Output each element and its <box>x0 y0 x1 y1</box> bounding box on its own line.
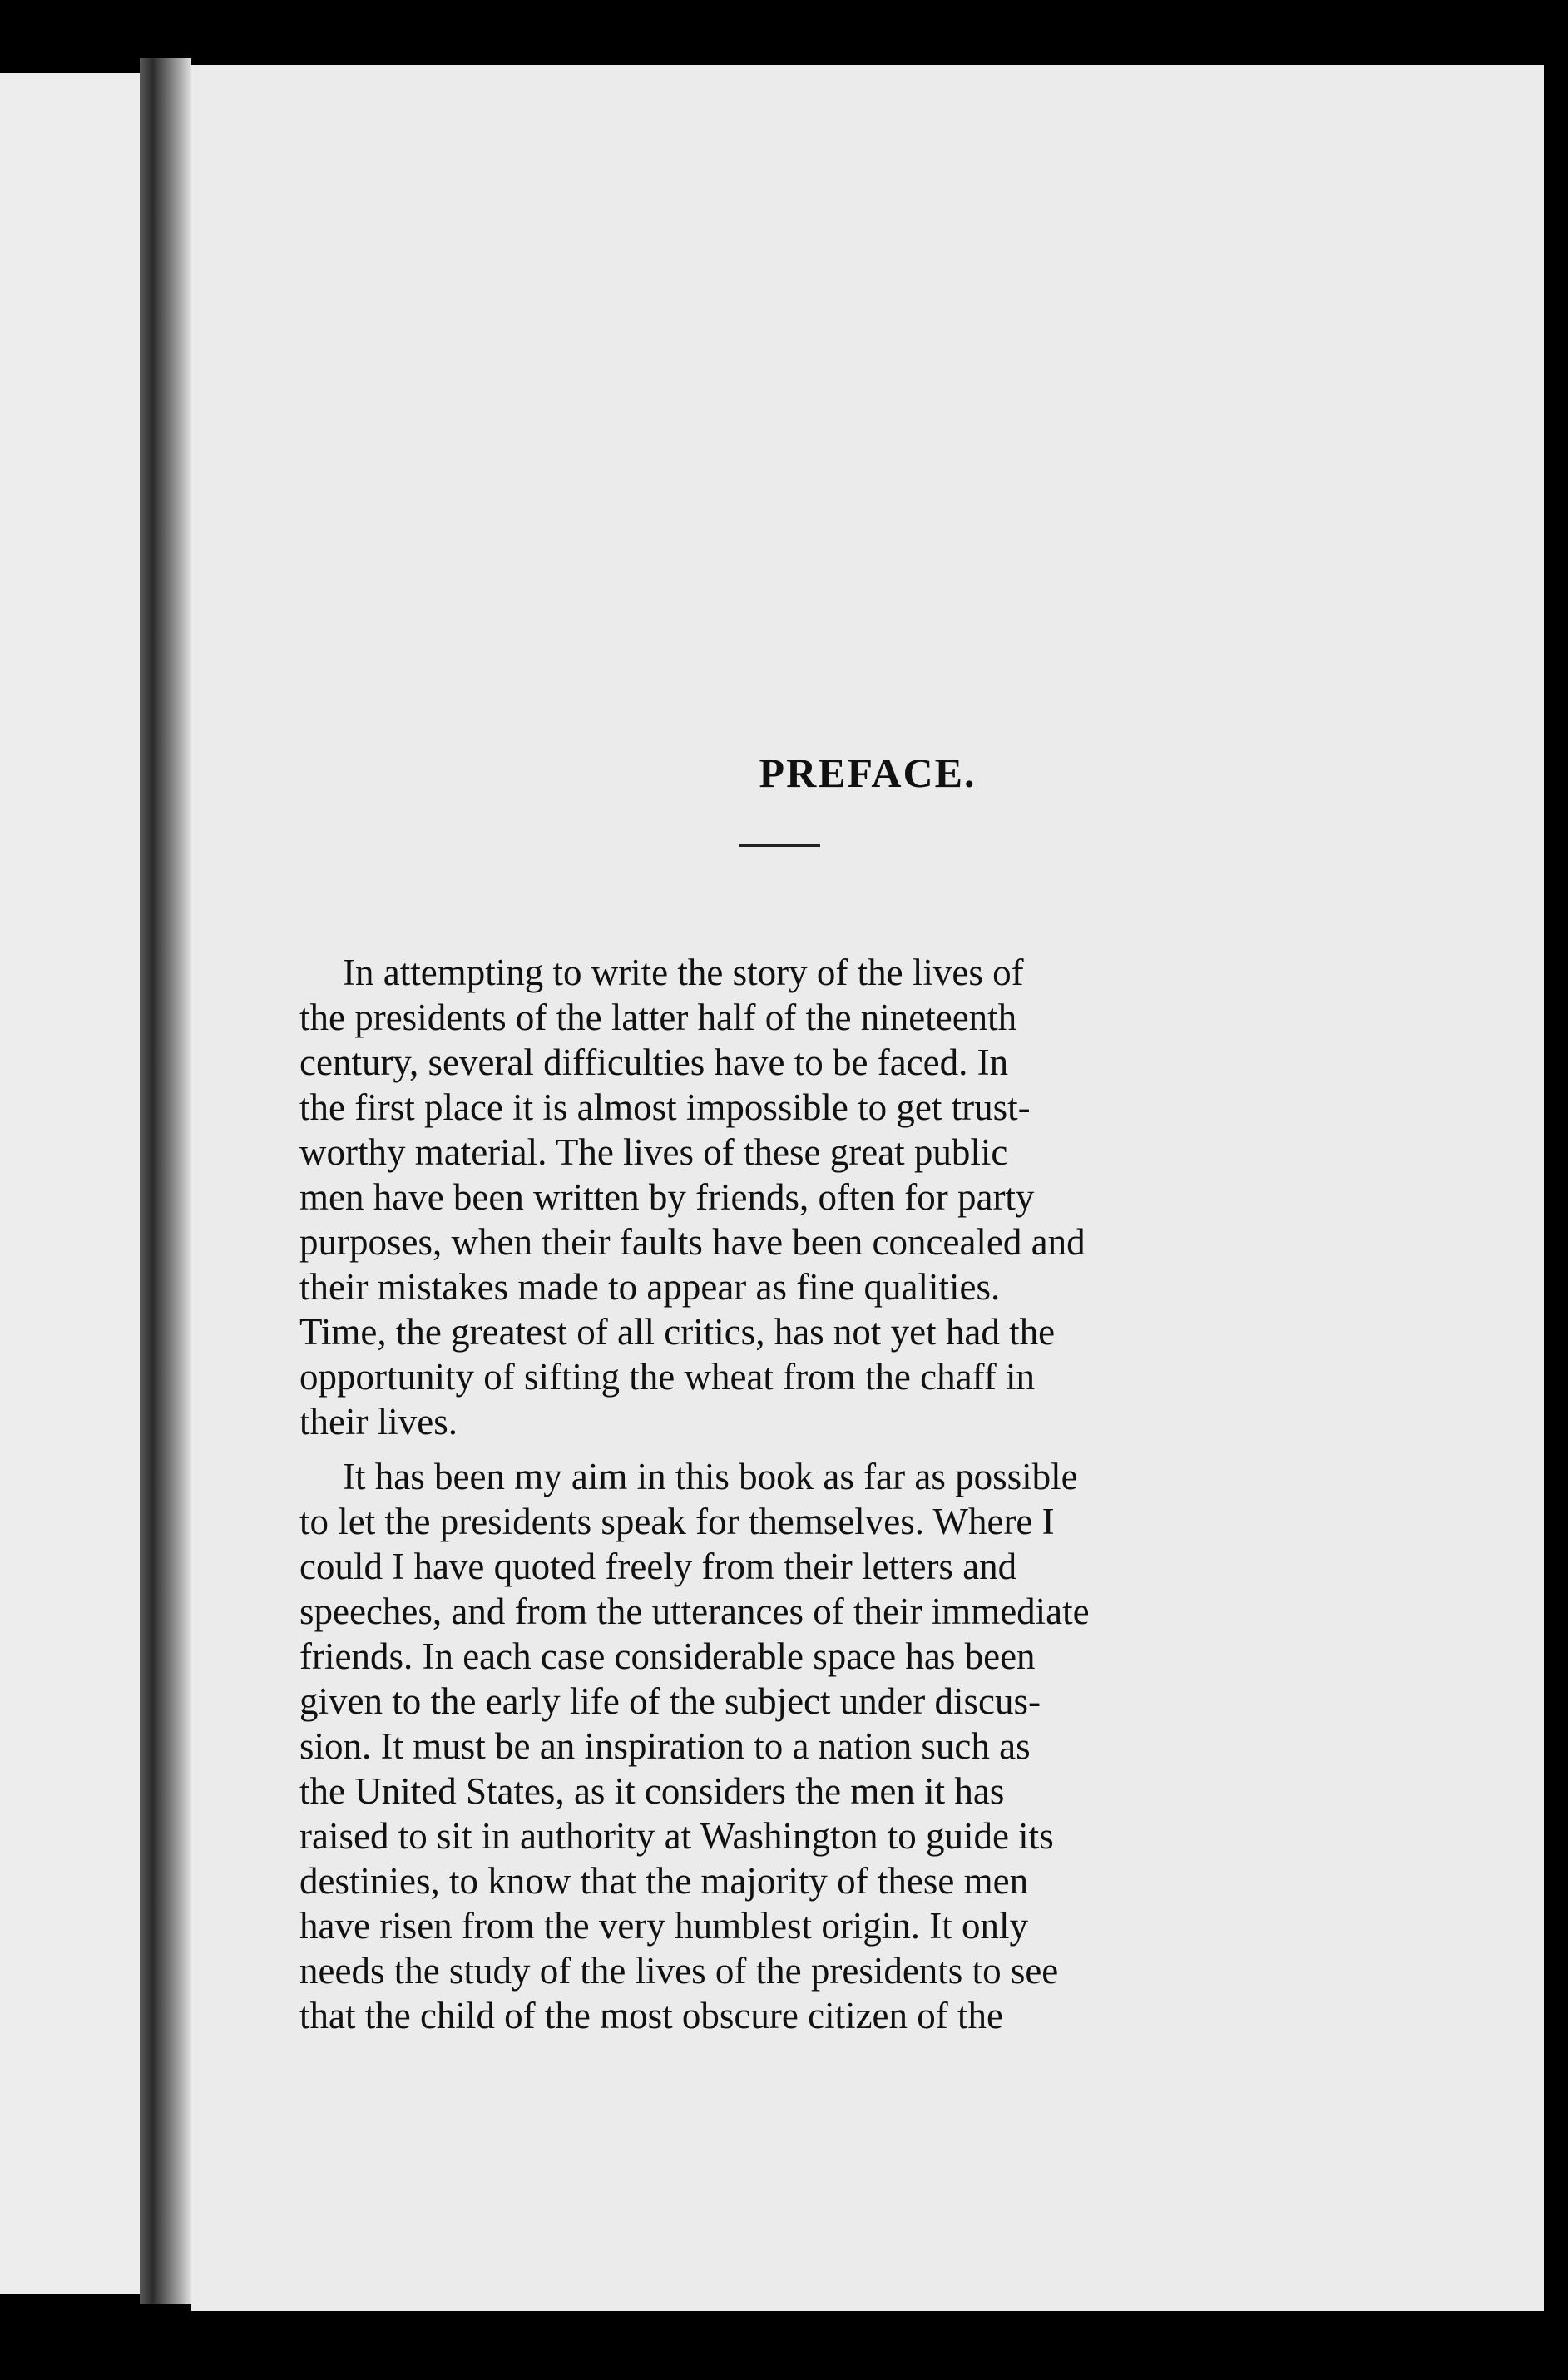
text-line: needs the study of the lives of the presidents to see <box>299 1950 1059 1992</box>
paragraph-2 <box>299 1454 1339 2038</box>
text-line: given to the early life of the subject under discus- <box>299 1680 1041 1722</box>
previous-page-edge <box>0 73 140 2294</box>
text-line: sion. It must be an inspiration to a nation such as <box>299 1725 1031 1767</box>
text-line: the first place it is almost impossible to get trust- <box>299 1086 1031 1128</box>
text-line: worthy material. The lives of these great public <box>299 1131 1008 1173</box>
text-line: to let the presidents speak for themselves. Where I <box>299 1501 1055 1542</box>
text-line: purposes, when their faults have been concealed and <box>299 1221 1086 1263</box>
preface-text <box>299 950 1339 2038</box>
text-line: men have been written by friends, often for party <box>299 1176 1035 1218</box>
text-line: speeches, and from the utterances of their immediate <box>299 1591 1090 1632</box>
heading-rule <box>739 844 820 847</box>
text-line: opportunity of sifting the wheat from the chaff in <box>299 1356 1035 1398</box>
text-line: It has been my aim in this book as far as possible <box>343 1456 1078 1497</box>
book-gutter <box>140 58 191 2304</box>
text-line: have risen from the very humblest origin. It only <box>299 1905 1029 1947</box>
page-heading: PREFACE. <box>759 750 977 796</box>
text-line: Time, the greatest of all critics, has not yet had the <box>299 1311 1056 1353</box>
text-line: their mistakes made to appear as fine qualities. <box>299 1266 1001 1308</box>
text-line: friends. In each case considerable space has been <box>299 1635 1036 1677</box>
text-line: century, several difficulties have to be faced. In <box>299 1042 1009 1083</box>
paragraph-gap <box>299 1444 1339 1454</box>
text-line: In attempting to write the story of the lives of <box>343 952 1024 993</box>
text-line: the presidents of the latter half of the nineteenth <box>299 997 1017 1038</box>
text-line: destinies, to know that the majority of these men <box>299 1860 1029 1902</box>
text-line: the United States, as it considers the men it has <box>299 1770 1005 1812</box>
text-line: could I have quoted freely from their letters and <box>299 1546 1017 1587</box>
text-line: raised to sit in authority at Washington to guide its <box>299 1815 1054 1857</box>
book-page <box>191 65 1544 2311</box>
text-line: their lives. <box>299 1401 458 1442</box>
paragraph-1 <box>299 950 1339 1444</box>
text-line: that the child of the most obscure citizen of the <box>299 1995 1003 2036</box>
